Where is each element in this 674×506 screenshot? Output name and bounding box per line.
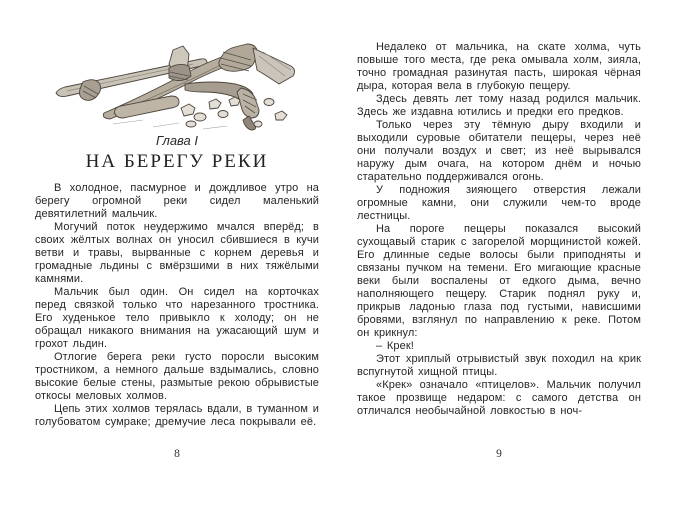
paragraph: Отлогие берега реки густо поросли высоким тростником, а немного дальше вздымались, словно высокие белые стены, размытые рекою обрывистые откосы меловых холмов. — [35, 351, 319, 402]
page-left — [35, 0, 319, 506]
paragraph: В холодное, пасмурное и дождливое утро на берегу огромной реки сидел маленький девятилетний мальчик. — [35, 182, 319, 220]
paragraph: На пороге пещеры показался высокий сухощавый старик с загорелой морщинистой кожей. Его длинные седые волосы были приподняты и связаны пучком на темени. Его мигающие красные веки были воспалены от едкого дыма, вечно наполняющего пещеру. Старик поднял руку и, прикрыв ладонью глаза под густыми, нависшими бровями, взглянул по направлению к реке. Потом он крикнул: — [357, 223, 641, 339]
page-number-right: 9 — [496, 448, 502, 460]
paragraph: Цепь этих холмов терялась вдали, в туманном и голубоватом сумраке; дремучие леса покрывали её. — [35, 403, 319, 428]
paragraph: «Крек» означало «птицелов». Мальчик получил такое прозвище недаром: с самого детства он отличался необычайной ловкостью в ноч- — [357, 379, 641, 417]
page-right — [357, 0, 641, 506]
paragraph: – Крек! — [376, 340, 414, 352]
right-page-text — [357, 41, 641, 418]
paragraph: Мальчик был один. Он сидел на корточках перед связкой только что нарезанного тростника. Его худенькое тело привыкло к холоду; он не обращал никакого внимания на ужасающий шум и грохот льдин. — [35, 286, 319, 350]
page-number-left: 8 — [174, 448, 180, 460]
chapter-title: НА БЕРЕГУ РЕКИ — [85, 151, 269, 172]
left-page-text — [35, 182, 319, 429]
paragraph: Этот хриплый отрывистый звук походил на крик вспугнутой хищной птицы. — [357, 353, 641, 378]
paragraph: У подножия зияющего отверстия лежали огромные камни, они служили чем-то вроде лестницы. — [357, 184, 641, 222]
paragraph: Недалеко от мальчика, на скате холма, чуть повыше того места, где река омывала холм, зияла, точно громадная разинутая пасть, широкая чёрная дыра, которая вела в глубокую пещеру. — [357, 41, 641, 92]
paragraph: Здесь девять лет тому назад родился мальчик. Здесь же издавна ютились и предки его предков. — [357, 93, 641, 118]
paragraph: Только через эту тёмную дыру входили и выходили суровые обитатели пещеры, через неё они получали воздух и свет; из неё вырывался наружу дым очага, на котором днём и ночью старательно поддерживался огонь. — [357, 119, 641, 183]
stone-axes-illustration — [53, 32, 300, 132]
paragraph: Могучий поток неудержимо мчался вперёд; в своих жёлтых волнах он уносил сбившиеся в кучи ветви и травы, вырванные с корнем деревья и громадные льдины с вмёрзшими в них тяжёлыми камнями. — [35, 221, 319, 285]
chapter-label: Глава I — [155, 133, 198, 148]
